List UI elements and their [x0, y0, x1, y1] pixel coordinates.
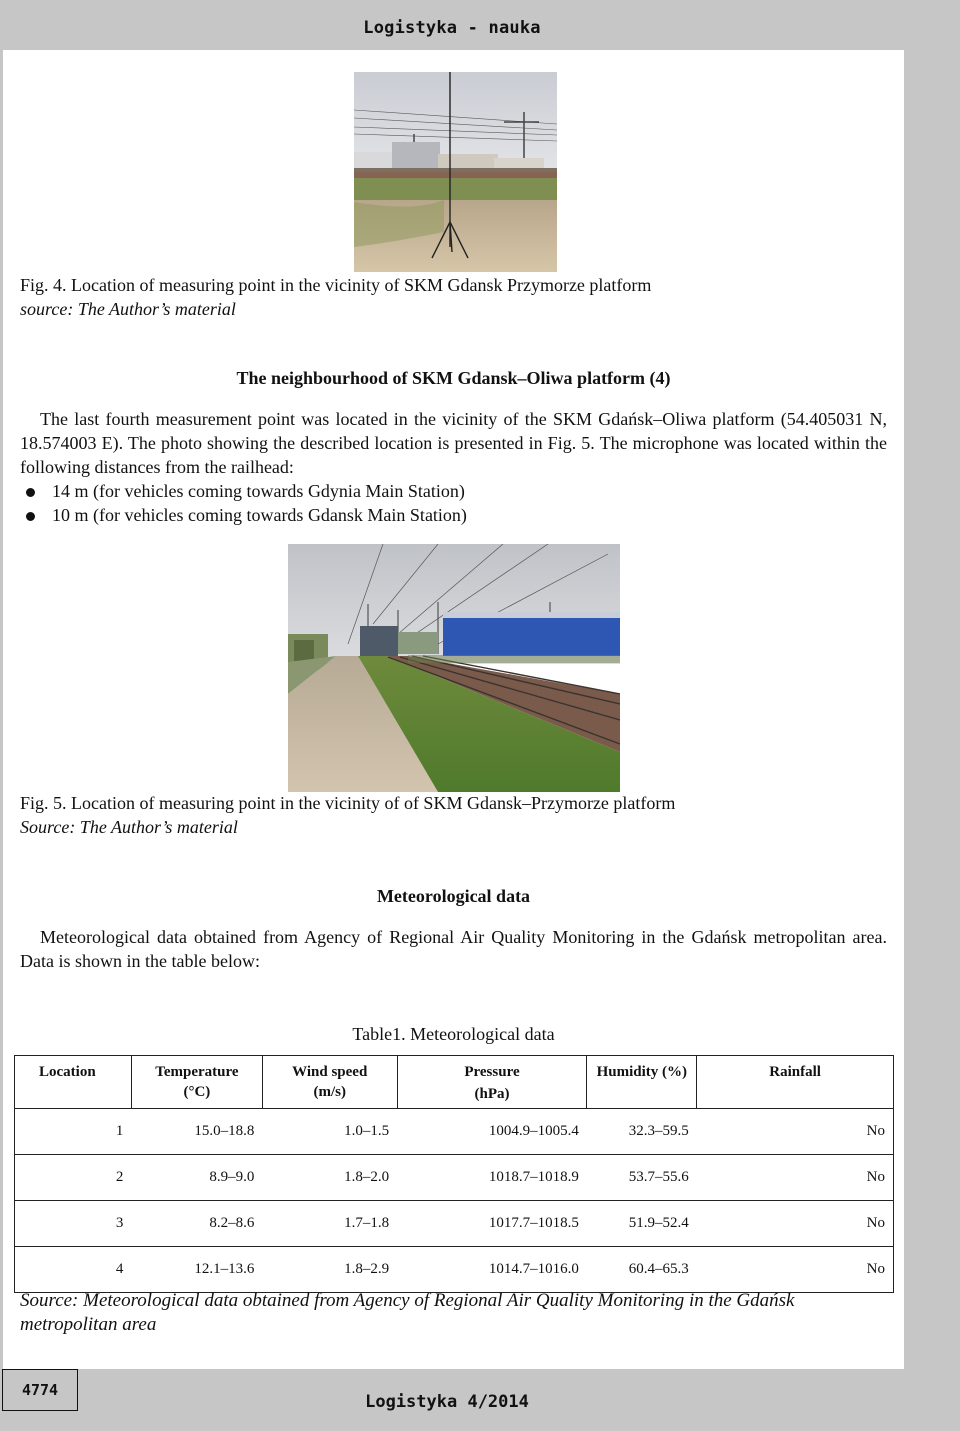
cell-humidity: 51.9–52.4 — [587, 1201, 697, 1247]
cell-humidity: 60.4–65.3 — [587, 1247, 697, 1293]
cell-wind-speed: 1.8–2.0 — [262, 1155, 397, 1201]
cell-pressure: 1018.7–1018.9 — [397, 1155, 587, 1201]
cell-rainfall: No — [697, 1109, 894, 1155]
figure-5-caption: Fig. 5. Location of measuring point in the vicinity of of SKM Gdansk–Przymorze platform — [20, 793, 676, 813]
list-item: 10 m (for vehicles coming towards Gdansk Main Station) — [20, 503, 880, 527]
cell-temperature: 8.2–8.6 — [131, 1201, 262, 1247]
figure-4-source: source: The Author’s material — [20, 299, 236, 319]
cell-wind-speed: 1.0–1.5 — [262, 1109, 397, 1155]
cell-rainfall: No — [697, 1155, 894, 1201]
cell-wind-speed: 1.8–2.9 — [262, 1247, 397, 1293]
figure-5-photo — [288, 544, 620, 792]
section-paragraph-meteo: Meteorological data obtained from Agency of Regional Air Quality Monitoring in the Gdańsk metropolitan area. Data is shown in the table below: — [20, 927, 887, 971]
column-header-location: Location — [15, 1056, 132, 1109]
column-header-humidity: Humidity (%) — [587, 1056, 697, 1109]
table-row — [15, 1109, 894, 1155]
cell-temperature: 15.0–18.8 — [131, 1109, 262, 1155]
table-row — [15, 1247, 894, 1293]
cell-location: 3 — [15, 1201, 132, 1247]
cell-pressure: 1004.9–1005.4 — [397, 1109, 587, 1155]
bullet-icon — [26, 488, 35, 497]
column-header-pressure: Pressure (hPa) — [397, 1056, 587, 1109]
cell-wind-speed: 1.7–1.8 — [262, 1201, 397, 1247]
bullet-icon — [26, 512, 35, 521]
column-header-temperature: Temperature (°C) — [131, 1056, 262, 1109]
figure-5-source: Source: The Author’s material — [20, 817, 238, 837]
page — [3, 50, 904, 1369]
cell-rainfall: No — [697, 1247, 894, 1293]
list-item: 14 m (for vehicles coming towards Gdynia Main Station) — [20, 479, 880, 503]
journal-header: Logistyka - nauka — [363, 18, 541, 38]
figure-4-photo — [354, 72, 557, 272]
cell-location: 2 — [15, 1155, 132, 1201]
table-title: Table1. Meteorological data — [352, 1024, 555, 1044]
page-number: 4774 — [2, 1369, 78, 1411]
cell-location: 4 — [15, 1247, 132, 1293]
cell-location: 1 — [15, 1109, 132, 1155]
table-row — [15, 1201, 894, 1247]
cell-humidity: 53.7–55.6 — [587, 1155, 697, 1201]
cell-rainfall: No — [697, 1201, 894, 1247]
section-heading-meteo: Meteorological data — [376, 886, 531, 906]
section-heading-oliwa: The neighbourhood of SKM Gdansk–Oliwa platform (4) — [236, 368, 671, 388]
distance-list — [20, 479, 880, 527]
cell-temperature: 8.9–9.0 — [131, 1155, 262, 1201]
table-header-row — [15, 1056, 894, 1109]
figure-4-caption: Fig. 4. Location of measuring point in the vicinity of SKM Gdansk Przymorze platform — [20, 275, 652, 295]
cell-humidity: 32.3–59.5 — [587, 1109, 697, 1155]
journal-footer: Logistyka 4/2014 — [365, 1392, 529, 1412]
section-paragraph-oliwa: The last fourth measurement point was located in the vicinity of the SKM Gdańsk–Oliwa platform (54.405031 N, 18.574003 E). The photo showing the described location is presented in Fig. 5. The microphone was located within the following distances from the railhead: — [20, 409, 887, 477]
table-source: Source: Meteorological data obtained from Agency of Regional Air Quality Monitoring in the Gdańsk metropolitan area — [20, 1290, 795, 1335]
column-header-wind-speed: Wind speed (m/s) — [262, 1056, 397, 1109]
table-row — [15, 1155, 894, 1201]
column-header-rainfall: Rainfall — [697, 1056, 894, 1109]
meteorological-table — [14, 1055, 894, 1293]
cell-pressure: 1014.7–1016.0 — [397, 1247, 587, 1293]
cell-pressure: 1017.7–1018.5 — [397, 1201, 587, 1247]
cell-temperature: 12.1–13.6 — [131, 1247, 262, 1293]
